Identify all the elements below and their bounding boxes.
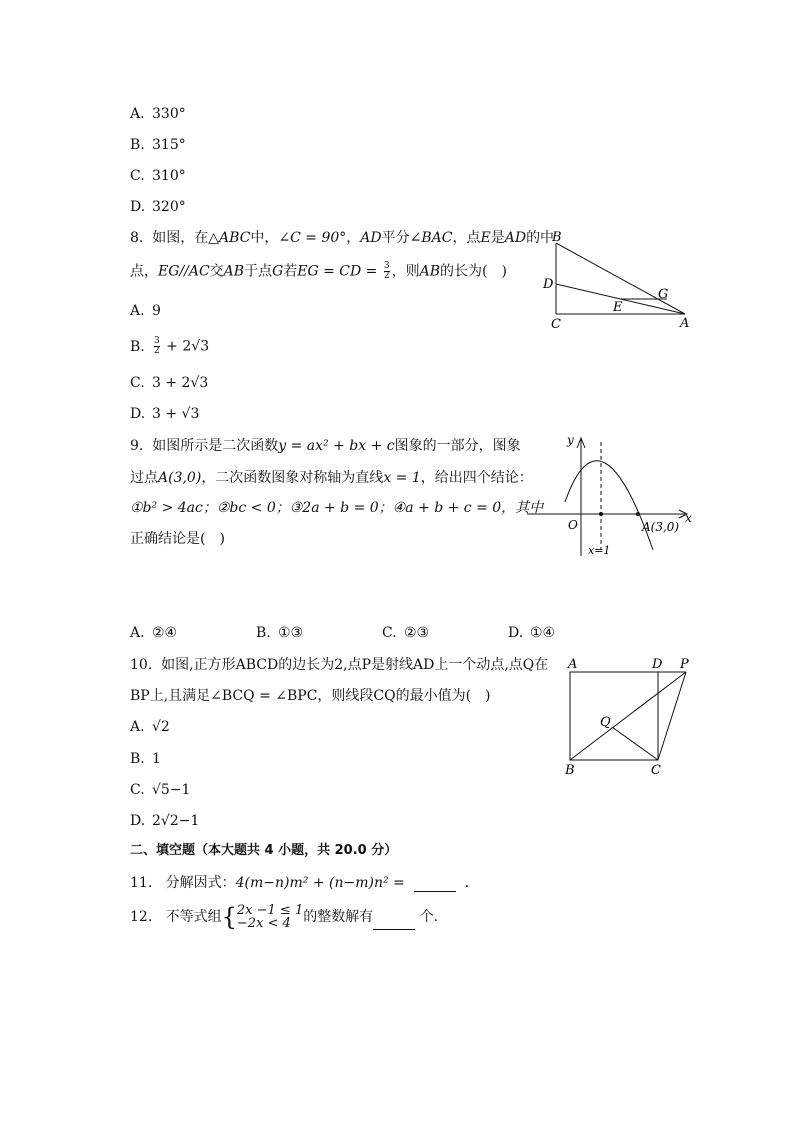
q8-label-e: E xyxy=(613,300,623,315)
q9-option-a: A. ②④ xyxy=(130,625,178,641)
q7-option-a: A. 330° xyxy=(130,106,186,122)
q9-stem-line1: 9. 如图所示是二次函数y = ax² + bx + c图象的一部分，图象 xyxy=(130,438,521,454)
q10-label-d: D xyxy=(652,657,663,672)
q9-option-d: D. ①④ xyxy=(508,625,556,641)
q10-option-c: C. √5−1 xyxy=(130,782,191,798)
q10-square-figure xyxy=(562,655,702,780)
q8-option-d: D. 3 + √3 xyxy=(130,406,200,422)
q8-label-a: A xyxy=(680,316,690,331)
section2-title: 二、填空题（本大题共 4 小题，共 20.0 分） xyxy=(130,843,398,858)
q8-option-c: C. 3 + 2√3 xyxy=(130,375,209,391)
q12-stem: 12. 不等式组{ 2x −1 ≤ 1 −2x < 4 的整数解有 个. xyxy=(130,903,439,931)
q9-label-x: x xyxy=(685,511,692,525)
q10-label-a: A xyxy=(568,657,578,672)
q12-inequality-system: 2x −1 ≤ 1 −2x < 4 xyxy=(236,903,304,931)
q10-label-q: Q xyxy=(600,715,611,730)
q10-label-p: P xyxy=(680,657,689,672)
q8-option-b: B. $\frac{3}{2}$ + 2√3 xyxy=(130,336,210,356)
q10-label-c: C xyxy=(651,763,661,778)
q9-label-a: A(3,0) xyxy=(642,520,680,534)
q9-stem-line4: 正确结论是( ) xyxy=(130,531,225,547)
q7-option-b: B. 315° xyxy=(130,137,186,153)
q8-label-d: D xyxy=(543,277,554,292)
q10-stem-line1: 10. 如图,正方形ABCD的边长为2,点P是射线AD上一个动点,点Q在 xyxy=(130,657,549,673)
q12-answer-blank[interactable] xyxy=(373,903,415,930)
q9-label-y: y xyxy=(567,433,574,447)
q9-stem-line2: 过点A(3,0)，二次函数图象对称轴为直线x = 1，给出四个结论： xyxy=(130,470,533,486)
q8-triangle-figure xyxy=(535,228,700,333)
q9-option-c: C. ②③ xyxy=(382,625,430,641)
q8-option-a: A. 9 xyxy=(130,303,161,319)
q9-label-axis: x=1 xyxy=(588,544,611,557)
q9-label-o: O xyxy=(568,518,578,532)
q10-option-a: A. √2 xyxy=(130,719,170,735)
q8-label-g: G xyxy=(658,287,669,302)
q10-label-b: B xyxy=(565,763,575,778)
q9-option-b: B. ①③ xyxy=(256,625,304,641)
q10-stem-line2: BP上,且满足∠BCQ = ∠BPC，则线段CQ的最小值为( ) xyxy=(130,688,491,704)
q9-stem-line3: ①b² > 4ac；②bc < 0；③2a + b = 0；④a + b + c = 0，其中 xyxy=(130,500,544,516)
q10-option-d: D. 2√2−1 xyxy=(130,813,200,829)
q7-option-d: D. 320° xyxy=(130,199,186,215)
q8-label-b: B xyxy=(552,230,562,245)
q8-label-c: C xyxy=(551,317,561,332)
q8-fraction: $\frac{3}{2}$ xyxy=(383,261,390,281)
q9-parabola-figure xyxy=(525,430,700,560)
q7-option-c: C. 310° xyxy=(130,168,186,184)
q10-option-b: B. 1 xyxy=(130,751,161,767)
q11-stem: 11. 分解因式：4(m−n)m² + (n−m)n² = . xyxy=(130,875,470,891)
q11-answer-blank[interactable] xyxy=(414,873,456,892)
q8-stem-line1: 8. 如图，在△ABC中，∠C = 90°，AD平分∠BAC，点E是AD的中 xyxy=(130,230,555,246)
q8-stem-line2: 点，EG//AC交AB于点G若EG = CD = $\frac{3}{2}$ ，则AB的长为( ) xyxy=(130,261,507,281)
